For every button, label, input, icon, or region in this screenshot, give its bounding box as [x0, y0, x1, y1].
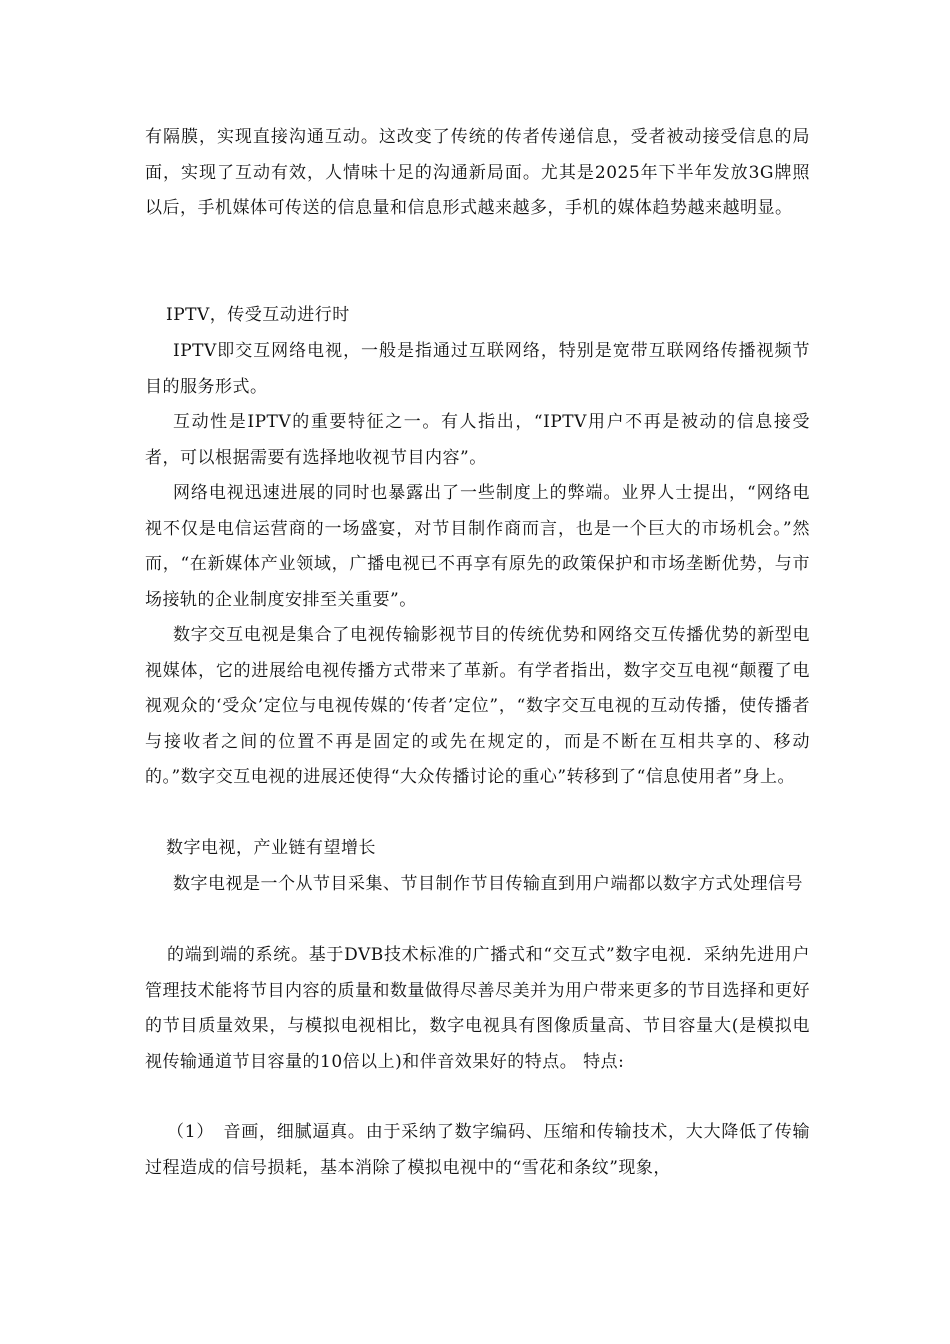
section-heading-digital-tv: 数字电视，产业链有望增长: [166, 838, 376, 858]
paragraph-digital-interactive-tv: 数字交互电视是集合了电视传输影视节目的传统优势和网络交互传播优势的新型电视媒体，它的进展给电视传播方式带来了革新。有学者指出，数字交互电视“颠覆了电视观众的‘受众’定位与电视传媒的‘传者’定位”，“数字交互电视的互动传播，使传播者与接收者之间的位置不再是固定的或先在规定的，而是不断在互相共享的、移动的。”数字交互电视的进展还使得“大众传播讨论的重心”转移到了“信息使用者”身上。: [145, 625, 810, 787]
paragraph-digital-tv-part2: 的端到端的系统。基于DVB技术标准的广播式和“交互式”数字电视．采纳先进用户管理技术能将节目内容的质量和数量做得尽善尽美并为用户带来更多的节目选择和更好的节目质量效果，与模拟电视相比，数字电视具有图像质量高、节目容量大(是模拟电视传输通道节目容量的10倍以上)和伴音效果好的特点。 特点:: [145, 945, 810, 1072]
paragraph-network-tv: 网络电视迅速进展的同时也暴露出了一些制度上的弊端。业界人士提出，“网络电视不仅是电信运营商的一场盛宴，对节目制作商而言，也是一个巨大的市场机会。”然而，“在新媒体产业领域，广播电视已不再享有原先的政策保护和市场垄断优势，与市场接轨的企业制度安排至关重要”。: [145, 483, 810, 610]
section-heading-iptv: IPTV，传受互动进行时: [166, 305, 350, 325]
paragraph-iptv-interactive: 互动性是IPTV的重要特征之一。有人指出，“IPTV用户不再是被动的信息接受者，可以根据需要有选择地收视节目内容”。: [145, 412, 810, 468]
paragraph-iptv-definition: IPTV即交互网络电视，一般是指通过互联网络，特别是宽带互联网络传播视频节目的服务形式。: [145, 341, 810, 397]
paragraph-feature-1: （1） 音画，细腻逼真。由于采纳了数字编码、压缩和传输技术，大大降低了传输过程造成的信号损耗，基本消除了模拟电视中的“雪花和条纹”现象，: [145, 1122, 810, 1178]
paragraph-digital-tv-part1: 数字电视是一个从节目采集、节目制作节目传输直到用户端都以数字方式处理信号: [173, 874, 803, 894]
paragraph-intro: 有隔膜，实现直接沟通互动。这改变了传统的传者传递信息，受者被动接受信息的局面，实现了互动有效，人情味十足的沟通新局面。尤其是2025年下半年发放3G牌照以后，手机媒体可传送的信息量和信息形式越来越多，手机的媒体趋势越来越明显。: [145, 127, 810, 218]
